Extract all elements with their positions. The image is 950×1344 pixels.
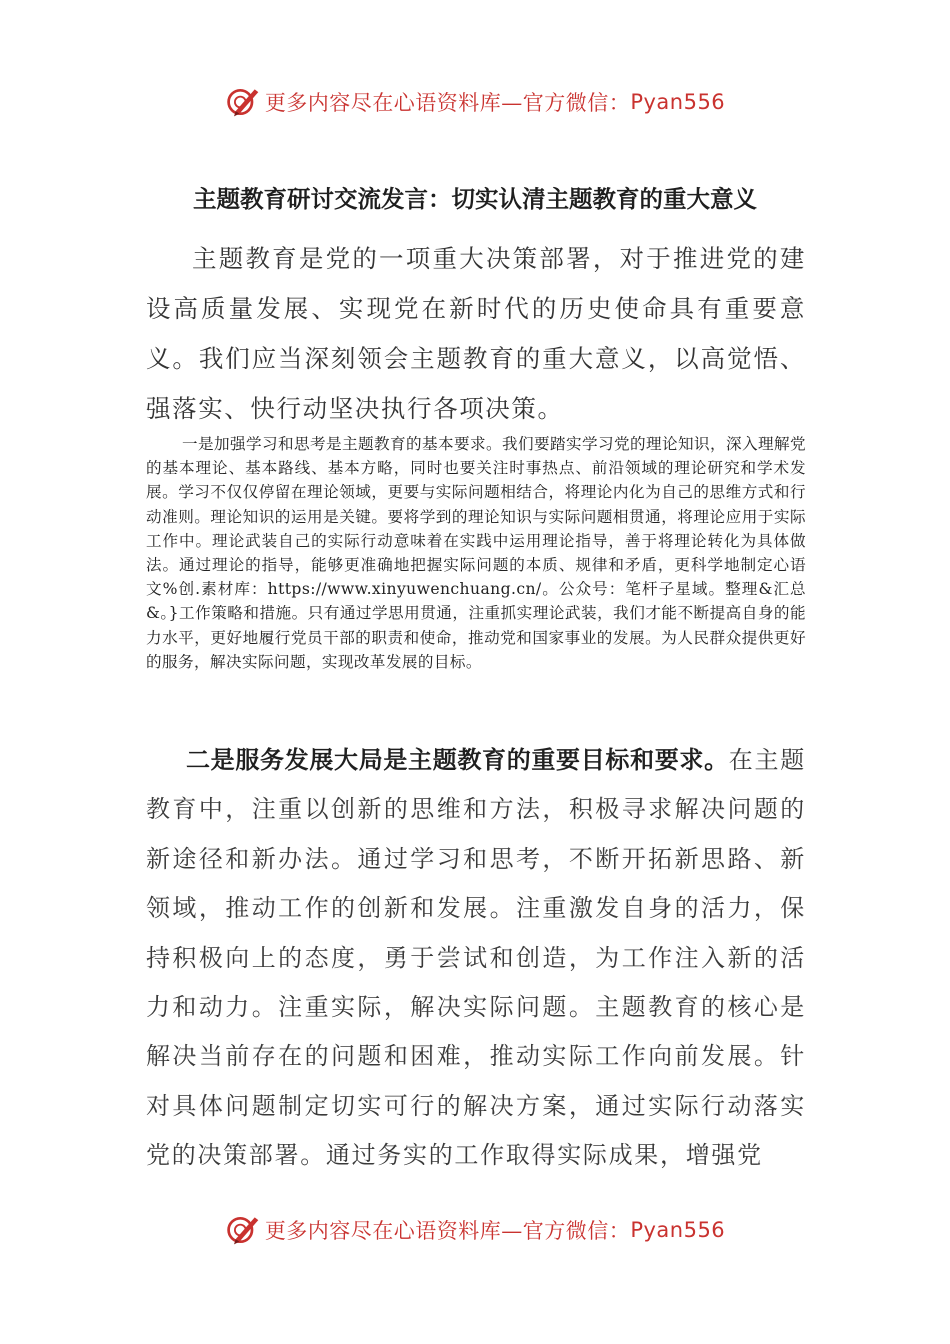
header-banner-text: 更多内容尽在心语资料库—官方微信： <box>264 91 631 115</box>
point-one-paragraph: 一是加强学习和思考是主题教育的基本要求。我们要踏实学习党的理论知识，深入理解党的基本理论、基本路线、基本方略，同时也要关注时事热点、前沿领域的理论研究和学术发展。学习不仅仅停留在理论领域，更要与实际问题相结合，将理论内化为自己的思维方式和行动准则。理论知识的运用是关键。要将学到的理论知识与实际问题相贯通，将理论应用于实际工作中。理论武装自己的实际行动意味着在实践中运用理论指导，善于将理论转化为具体做法。通过理论的指导，能够更准确地把握实际问题的本质、规律和矛盾，更科学地制定心语文%创.素材库：https://www.xinyuwenchuang.cn/。公众号：笔杆子星域。整理&汇总&。}工作策略和措施。只有通过学思用贯通，注重抓实理论武装，我们才能不断提高自身的能力水平，更好地履行党员干部的职责和使命，推动党和国家事业的发展。为人民群众提供更好的服务，解决实际问题，实现改革发展的目标。 <box>146 435 806 671</box>
footer-wechat-id: Pyan556 <box>630 1218 726 1242</box>
point-two-lead: 二是服务发展大局是主题教育的重要目标和要求。 <box>186 745 729 774</box>
pen-logo-icon <box>225 84 261 120</box>
header-wechat-id: Pyan556 <box>630 90 726 114</box>
header-banner <box>0 82 950 122</box>
pen-logo-icon <box>225 1212 261 1248</box>
point-two-paragraph <box>146 735 806 1181</box>
point-two-body: 在主题教育中，注重以创新的思维和方法，积极寻求解决问题的新途径和新办法。通过学习和思考，不断开拓新思路、新领域，推动工作的创新和发展。注重激发自身的活力，保持积极向上的态度，勇于尝试和创造，为工作注入新的活力和动力。注重实际，解决实际问题。主题教育的核心是解决当前存在的问题和困难，推动实际工作向前发展。针对具体问题制定切实可行的解决方案，通过实际行动落实党的决策部署。通过务实的工作取得实际成果，增强党 <box>146 746 806 1170</box>
footer-banner <box>0 1210 950 1250</box>
document-title: 主题教育研讨交流发言：切实认清主题教育的重大意义 <box>193 185 757 213</box>
intro-paragraph: 主题教育是党的一项重大决策部署，对于推进党的建设高质量发展、实现党在新时代的历史使命具有重要意义。我们应当深刻领会主题教育的重大意义，以高觉悟、强落实、快行动坚决执行各项决策。 <box>146 244 806 423</box>
footer-banner-text: 更多内容尽在心语资料库—官方微信： <box>264 1219 631 1243</box>
